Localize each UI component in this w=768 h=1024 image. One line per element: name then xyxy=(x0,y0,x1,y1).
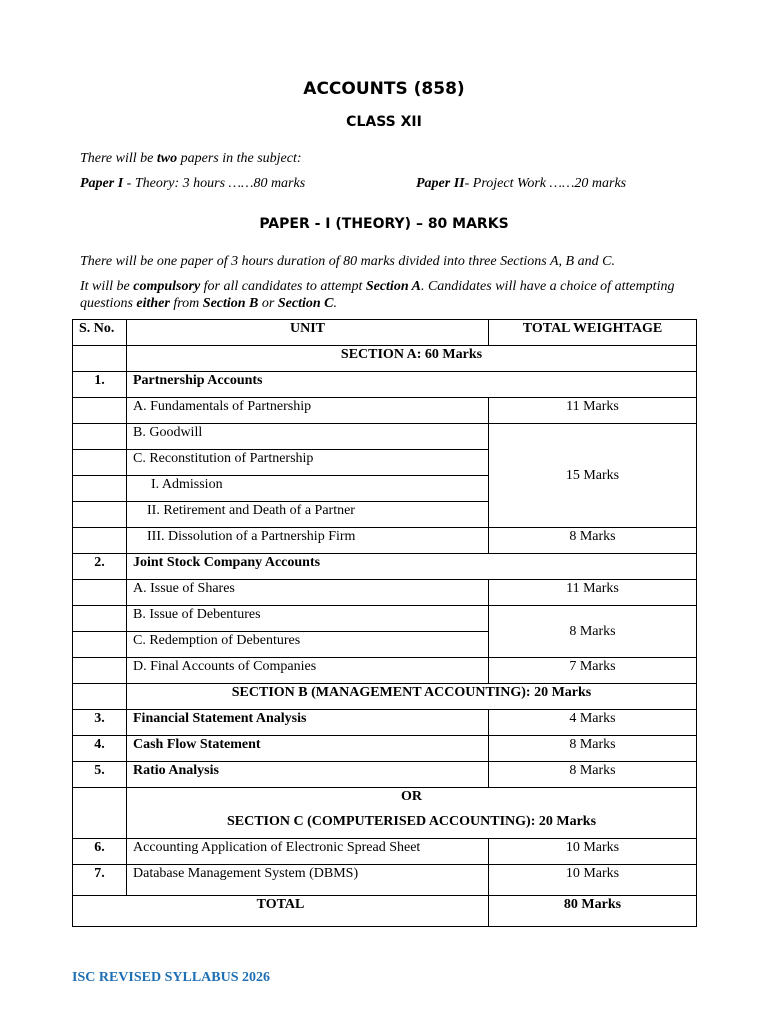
intro-text: There will be two papers in the subject: xyxy=(80,151,302,166)
marks-cell: 8 Marks xyxy=(489,736,697,762)
section-c-title: SECTION C (COMPUTERISED ACCOUNTING): 20 Marks xyxy=(226,814,597,829)
unit-subtopic: II. Retirement and Death of a Partner xyxy=(127,502,489,528)
unit-number: 1. xyxy=(73,372,127,398)
section-a-row xyxy=(73,346,697,372)
table-row xyxy=(73,839,697,865)
table-row xyxy=(73,580,697,606)
unit-number: 7. xyxy=(73,865,127,896)
unit-subtopic: III. Dissolution of a Partnership Firm xyxy=(127,528,489,554)
marks-cell: 8 Marks xyxy=(489,762,697,788)
total-row xyxy=(73,896,697,927)
paper-2-info: Paper II- Project Work ……20 marks xyxy=(416,176,627,191)
header-sno: S. No. xyxy=(73,320,127,346)
table-row xyxy=(73,736,697,762)
unit-topic: C. Redemption of Debentures xyxy=(127,632,489,658)
unit-title: Database Management System (DBMS) xyxy=(127,865,489,896)
paper-1-info: Paper I - Theory: 3 hours ……80 marks xyxy=(80,176,306,191)
total-label: TOTAL xyxy=(73,896,489,927)
paper-description: There will be one paper of 3 hours duration of 80 marks divided into three Sections A, B and C. xyxy=(80,254,615,269)
unit-topic: B. Issue of Debentures xyxy=(127,606,489,632)
table-row xyxy=(73,528,697,554)
section-b-heading: SECTION B (MANAGEMENT ACCOUNTING): 20 Marks xyxy=(127,684,697,710)
section-a-heading: SECTION A: 60 Marks xyxy=(127,346,697,372)
papers-line xyxy=(80,175,680,192)
marks-cell: 11 Marks xyxy=(489,580,697,606)
table-row xyxy=(73,424,697,450)
unit-title: Accounting Application of Electronic Spread Sheet xyxy=(127,839,489,865)
or-label: OR xyxy=(401,789,422,804)
class-label: CLASS XII xyxy=(346,114,422,130)
section-c-heading xyxy=(127,788,697,839)
weightage-table xyxy=(72,319,697,927)
unit-number: 4. xyxy=(73,736,127,762)
page-title: ACCOUNTS (858) xyxy=(303,79,465,99)
marks-cell: 7 Marks xyxy=(489,658,697,684)
marks-cell: 8 Marks xyxy=(489,606,697,658)
table-header-row xyxy=(73,320,697,346)
marks-cell: 8 Marks xyxy=(489,528,697,554)
table-row xyxy=(73,658,697,684)
marks-cell: 15 Marks xyxy=(489,424,697,528)
header-weightage: TOTAL WEIGHTAGE xyxy=(489,320,697,346)
marks-cell: 10 Marks xyxy=(489,865,697,896)
header-unit: UNIT xyxy=(127,320,489,346)
section-b-row xyxy=(73,684,697,710)
footer-text: ISC REVISED SYLLABUS 2026 xyxy=(72,970,271,985)
unit-title: Ratio Analysis xyxy=(127,762,489,788)
unit-number: 5. xyxy=(73,762,127,788)
table-row xyxy=(73,554,697,580)
section-choice-text: It will be compulsory for all candidates to attempt Section A. Candidates will have a choice of attempting questions either from Section B or Section C. xyxy=(80,279,675,311)
unit-subtopic: I. Admission xyxy=(127,476,489,502)
unit-title: Cash Flow Statement xyxy=(127,736,489,762)
table-row xyxy=(73,606,697,632)
unit-number: 2. xyxy=(73,554,127,580)
table-row xyxy=(73,762,697,788)
paper-1-title: PAPER - I (THEORY) – 80 MARKS xyxy=(259,216,509,232)
marks-cell: 11 Marks xyxy=(489,398,697,424)
unit-number: 6. xyxy=(73,839,127,865)
marks-cell: 10 Marks xyxy=(489,839,697,865)
section-c-row xyxy=(73,788,697,839)
unit-topic: A. Fundamentals of Partnership xyxy=(127,398,489,424)
unit-number: 3. xyxy=(73,710,127,736)
unit-topic: A. Issue of Shares xyxy=(127,580,489,606)
marks-cell: 4 Marks xyxy=(489,710,697,736)
table-row xyxy=(73,710,697,736)
unit-topic: B. Goodwill xyxy=(127,424,489,450)
unit-topic: D. Final Accounts of Companies xyxy=(127,658,489,684)
unit-title: Partnership Accounts xyxy=(127,372,697,398)
total-marks: 80 Marks xyxy=(489,896,697,927)
unit-title: Financial Statement Analysis xyxy=(127,710,489,736)
table-row xyxy=(73,372,697,398)
unit-title: Joint Stock Company Accounts xyxy=(127,554,697,580)
unit-topic: C. Reconstitution of Partnership xyxy=(127,450,489,476)
table-row xyxy=(73,865,697,896)
table-row xyxy=(73,398,697,424)
